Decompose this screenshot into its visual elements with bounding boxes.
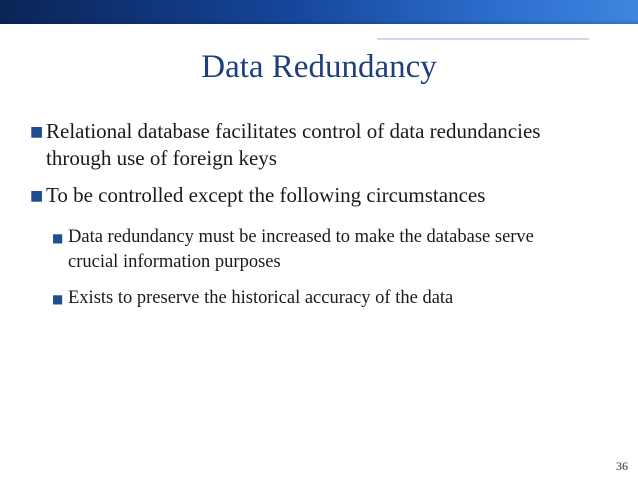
bullet-item-level1 xyxy=(30,182,606,209)
header-bar-shadow xyxy=(0,19,638,24)
square-bullet-icon: ■ xyxy=(30,188,44,204)
slide-number: 36 xyxy=(616,459,628,473)
square-bullet-icon: ■ xyxy=(30,124,44,140)
square-bullet-icon: ■ xyxy=(52,292,64,306)
bullet-item-level2 xyxy=(52,225,588,275)
square-bullet-icon: ■ xyxy=(52,231,64,245)
top-header-bar xyxy=(0,0,638,24)
bullet-text: Data redundancy must be increased to make the database serve crucial information purposes xyxy=(68,227,534,272)
bullet-item-level1 xyxy=(30,118,606,172)
bullet-text: To be controlled except the following circumstances xyxy=(46,183,486,207)
accent-line-decoration xyxy=(377,38,589,40)
bullet-item-level2 xyxy=(52,286,588,311)
slide-title: Data Redundancy xyxy=(201,49,437,85)
bullet-text: Relational database facilitates control of data redundancies through use of foreign keys xyxy=(46,119,541,170)
bullet-text: Exists to preserve the historical accuracy of the data xyxy=(68,288,454,308)
